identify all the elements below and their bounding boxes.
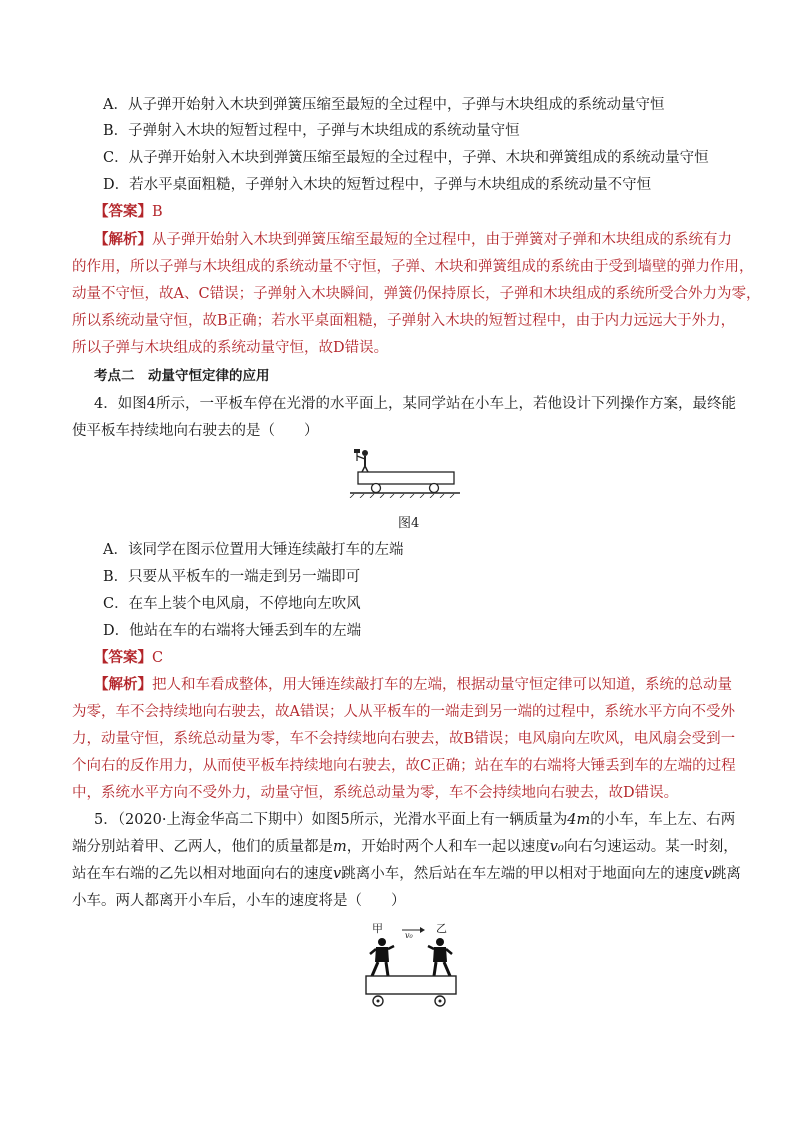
section-heading: 考点二 动量守恒定律的应用 — [94, 368, 270, 384]
answer-value: B — [152, 204, 163, 220]
q3-option-a: A．从子弹开始射入木块到弹簧压缩至最短的全过程中，子弹与木块组成的系统动量守恒 — [103, 97, 665, 113]
figure-4-cart — [348, 446, 464, 498]
q4-option-c: C．在车上装个电风扇，不停地向左吹风 — [103, 596, 361, 612]
q4-analysis-line-2: 为零，车不会持续地向右驶去，故A错误；人从平板车的一端走到另一端的过程中，系统水平方向不受外 — [72, 704, 735, 720]
q3-analysis-line-4: 所以系统动量守恒，故B正确；若水平桌面粗糙，子弹射入木块的短暂过程中，由于内力远远大于外力， — [72, 313, 736, 329]
q4-stem-line-2: 使平板车持续地向右驶去的是（ ） — [72, 423, 319, 439]
analysis-label: 【解析】 — [94, 231, 152, 248]
q3-analysis-line-1: 【解析】从子弹开始射入木块到弹簧压缩至最短的全过程中，由于弹簧对子弹和木块组成的系统有力 — [94, 231, 732, 248]
figure-5-label-v0: v₀ — [405, 931, 413, 940]
q5-stem-line-2: 端分别站着甲、乙两人，他们的质量都是m，开始时两个人和车一起以速度v₀向右匀速运动。某一时刻， — [72, 839, 738, 855]
q4-option-a: A．该同学在图示位置用大锤连续敲打车的左端 — [103, 542, 404, 558]
q4-analysis-line-1: 【解析】把人和车看成整体，用大锤连续敲打车的左端，根据动量守恒定律可以知道，系统的总动量 — [94, 676, 732, 693]
q4-stem-line-1: 4．如图4所示，一平板车停在光滑的水平面上，某同学站在小车上，若他设计下列操作方案，最终能 — [94, 396, 736, 412]
q4-option-d: D．他站在车的右端将大锤丢到车的左端 — [103, 623, 362, 639]
figure-4-caption: 图4 — [398, 516, 420, 531]
q4-analysis-line-4: 个向右的反作用力，从而使平板车持续地向右驶去，故C正确；站在车的右端将大锤丢到车的左端的过程 — [72, 758, 736, 774]
analysis-label: 【解析】 — [94, 676, 152, 693]
q4-analysis-line-3: 力，动量守恒，系统总动量为零，车不会持续地向右驶去，故B错误；电风扇向左吹风，电风扇会受到一 — [72, 731, 736, 747]
q3-option-d: D．若水平桌面粗糙，子弹射入木块的短暂过程中，子弹与木块组成的系统动量不守恒 — [103, 177, 652, 193]
answer-label: 【答案】 — [94, 649, 152, 666]
q3-analysis-line-3: 动量不守恒，故A、C错误；子弹射入木块瞬间，弹簧仍保持原长，子弹和木块组成的系统所受合外力为零， — [72, 286, 761, 302]
figure-5-label-jia: 甲 — [372, 922, 383, 935]
answer-label: 【答案】 — [94, 203, 152, 220]
q5-stem-line-3: 站在车右端的乙先以相对地面向右的速度v跳离小车，然后站在车左端的甲以相对于地面向左的速度v跳离 — [72, 866, 741, 882]
q4-analysis-line-5: 中，系统水平方向不受外力，动量守恒，系统总动量为零，车不会持续地向右驶去，故D错误。 — [72, 785, 679, 801]
q3-option-c: C．从子弹开始射入木块到弹簧压缩至最短的全过程中，子弹、木块和弹簧组成的系统动量守恒 — [103, 150, 709, 166]
answer-value: C — [152, 650, 164, 666]
figure-5-label-yi: 乙 — [436, 922, 447, 935]
q4-answer — [94, 648, 163, 668]
q3-analysis-line-2: 的作用，所以子弹与木块组成的系统动量不守恒，子弹、木块和弹簧组成的系统由于受到墙壁的弹力作用， — [72, 259, 754, 275]
q4-option-b: B．只要从平板车的一端走到另一端即可 — [103, 569, 361, 585]
q5-stem-line-1: 5．（2020·上海金华高二下期中）如图5所示，光滑水平面上有一辆质量为4m的小车，车上左、右两 — [94, 812, 736, 828]
figure-5 — [362, 920, 462, 1012]
q3-answer — [94, 202, 163, 222]
q3-option-b: B．子弹射入木块的短暂过程中，子弹与木块组成的系统动量守恒 — [103, 123, 520, 139]
q3-analysis-line-5: 所以子弹与木块组成的系统动量守恒，故D错误。 — [72, 340, 389, 356]
q5-stem-line-4: 小车。两人都离开小车后，小车的速度将是（ ） — [72, 893, 406, 909]
